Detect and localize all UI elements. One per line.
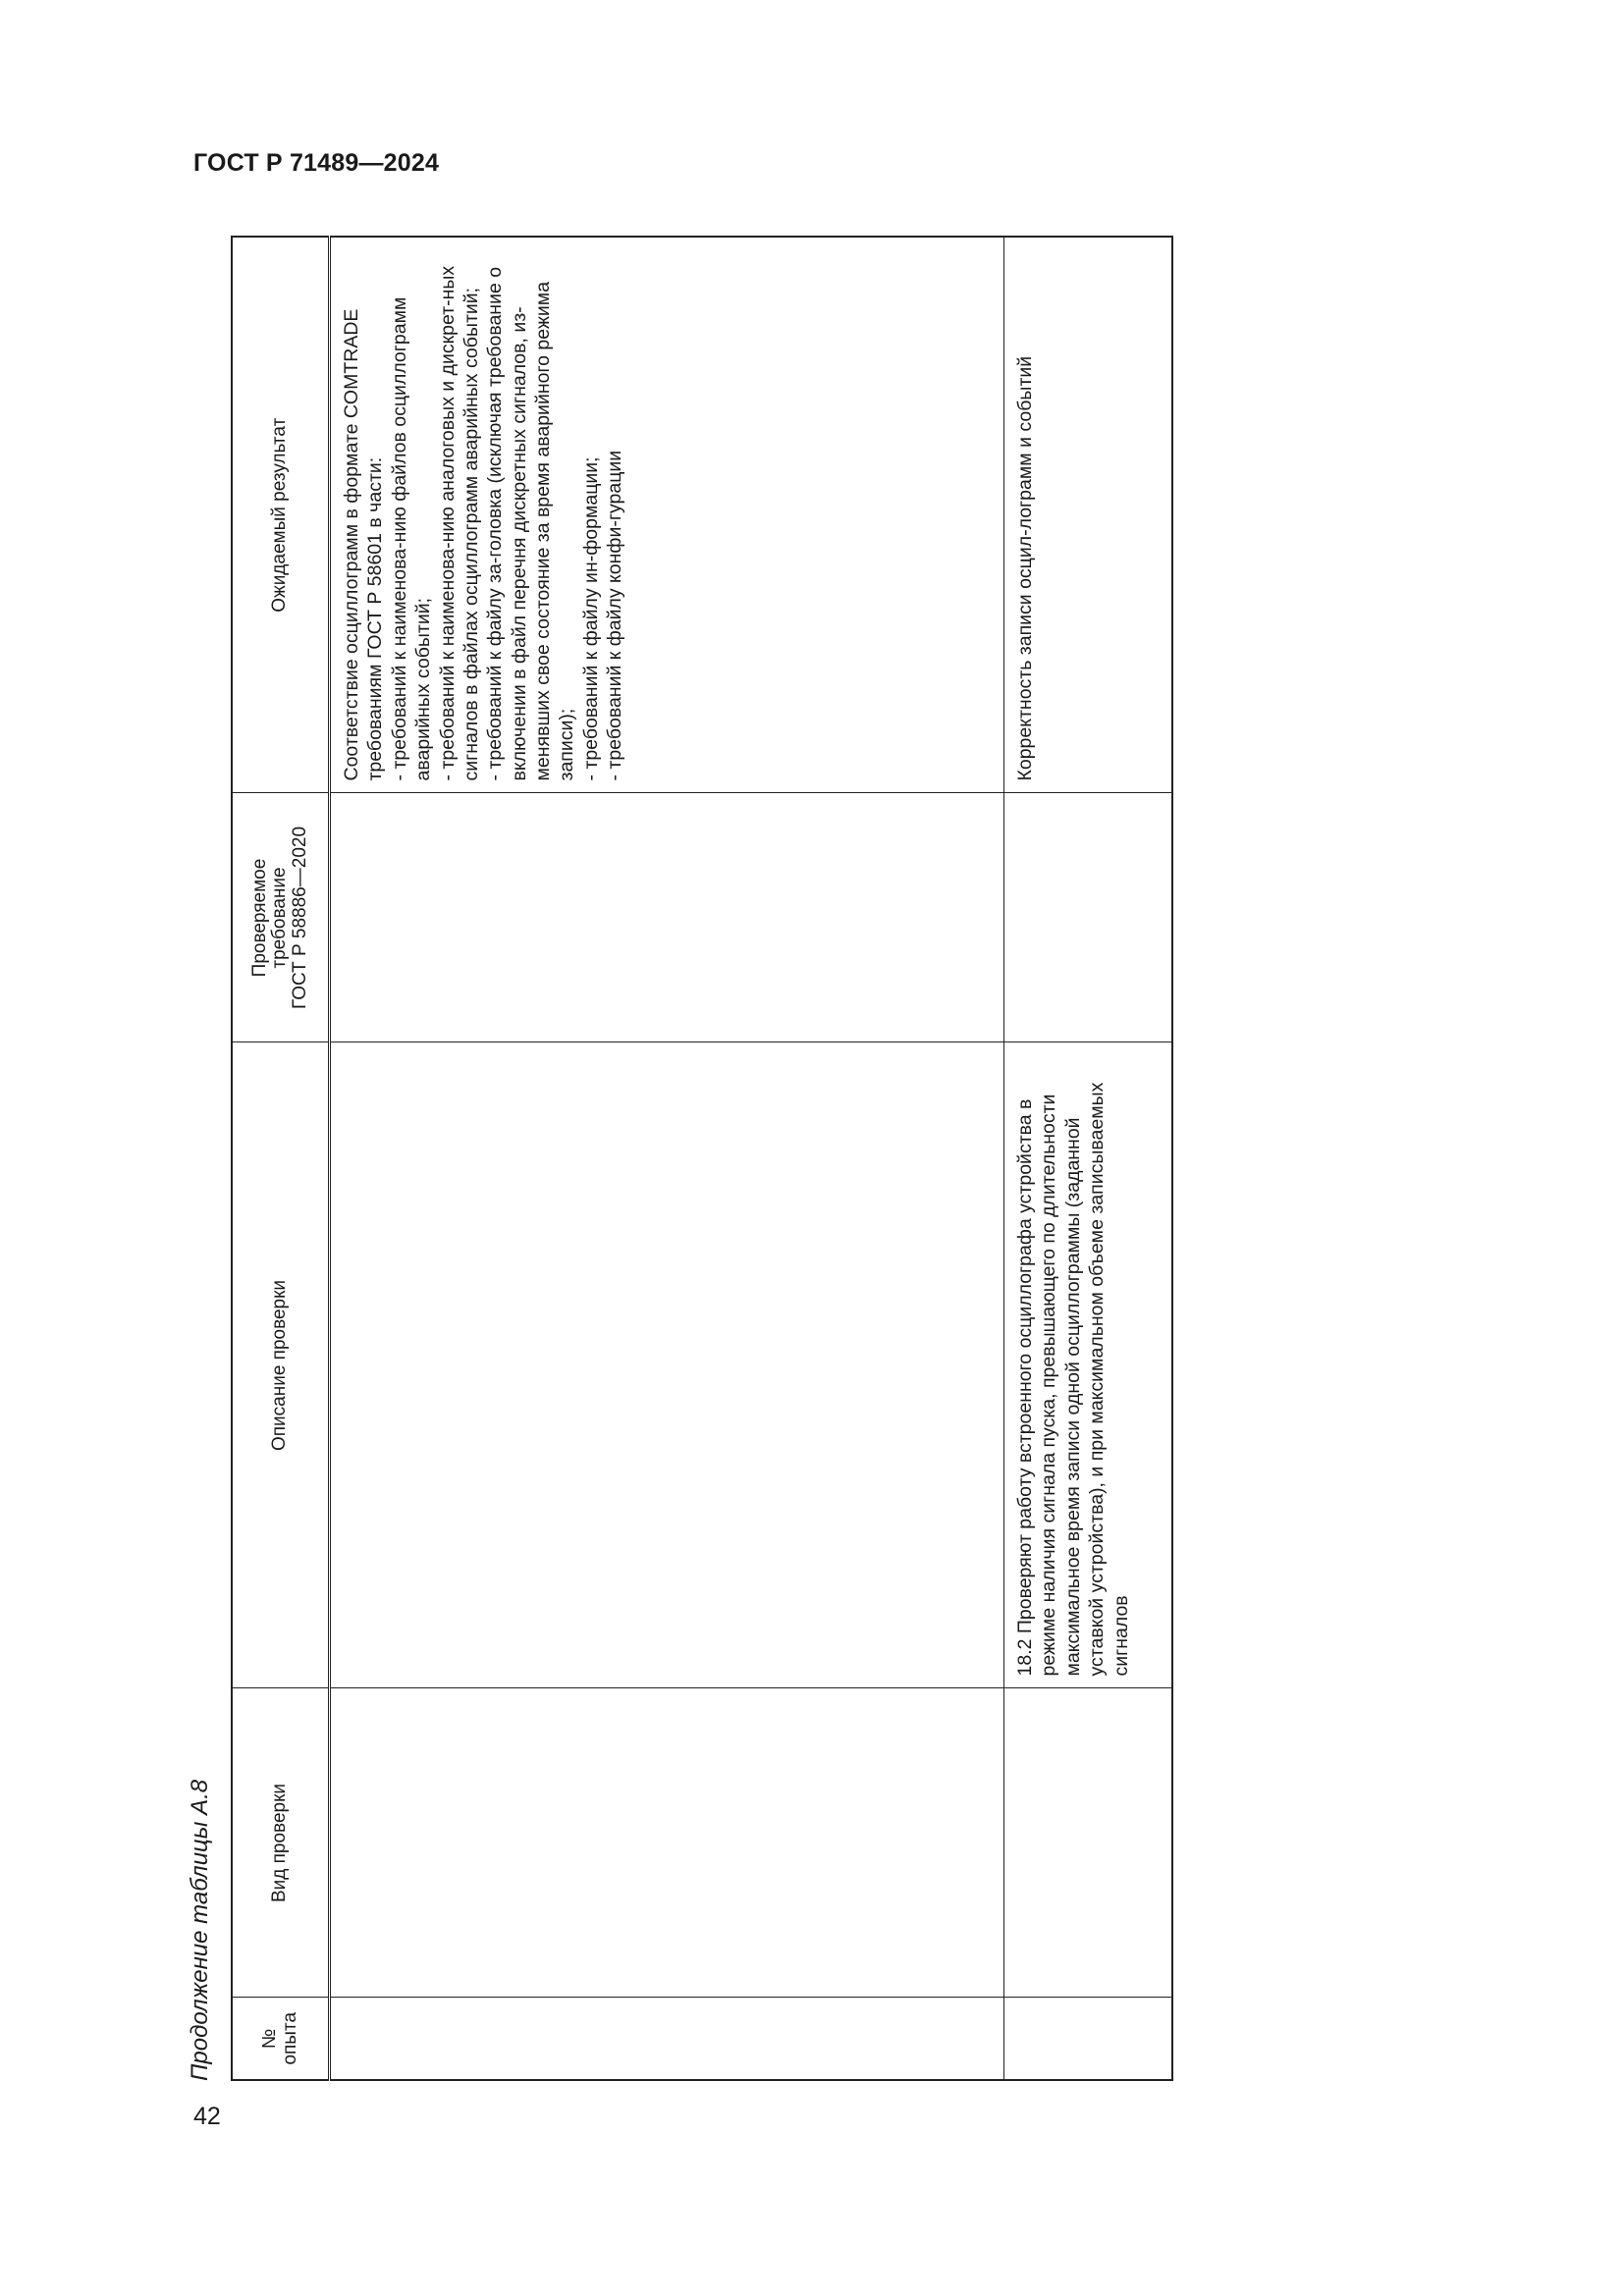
table-caption: Продолжение таблицы А.8 [187, 1779, 213, 2081]
results-table [231, 236, 1173, 2081]
cell-requirement [330, 793, 1004, 1042]
column-header: Вид проверки [232, 1688, 330, 1998]
cell-description: 18.2 Проверяют работу встроенного осциллографа устройства в режиме наличия сигнала пуска, превышающего по длительности максимальное время записи одной осциллограммы (заданной уставкой устройства), и при максимальном объеме записываемых сигналов [1004, 1042, 1173, 1688]
column-header: Ожидаемый результат [232, 237, 330, 793]
cell-type [330, 1688, 1004, 1998]
cell-expected: Соответствие осциллограмм в формате COMTRADE требованиям ГОСТ Р 58601 в части: - требований к наименова-нию файлов осциллограмм аварийных событий; - требований к наименова-нию аналоговых и дискрет-ных сигналов в файлах осциллограмм аварийных событий; - требований к файлу за-головка (исключая требование о включении в файл перечня дискретных сигналов, из-менявших свое состояние за время аварийного режима записи); - требований к файлу ин-формации; - требований к файлу конфи-гурации [330, 237, 1004, 793]
document-header: ГОСТ Р 71489—2024 [193, 149, 440, 177]
cell-requirement [1004, 793, 1173, 1042]
table-header-row [232, 237, 330, 2080]
cell-description [330, 1042, 1004, 1688]
cell-type [1004, 1688, 1173, 1998]
column-header: № опыта [232, 1998, 330, 2080]
table-row [1004, 237, 1173, 2080]
cell-number [1004, 1998, 1173, 2080]
column-header: Описание проверки [232, 1042, 330, 1688]
cell-number [330, 1998, 1004, 2080]
rotated-content [187, 216, 1208, 2081]
column-header: Проверяемое требование ГОСТ Р 58886—2020 [232, 793, 330, 1042]
table-row [330, 237, 1004, 2080]
page-number: 42 [193, 2103, 221, 2130]
cell-expected: Корректность записи осцил-лограмм и событий [1004, 237, 1173, 793]
